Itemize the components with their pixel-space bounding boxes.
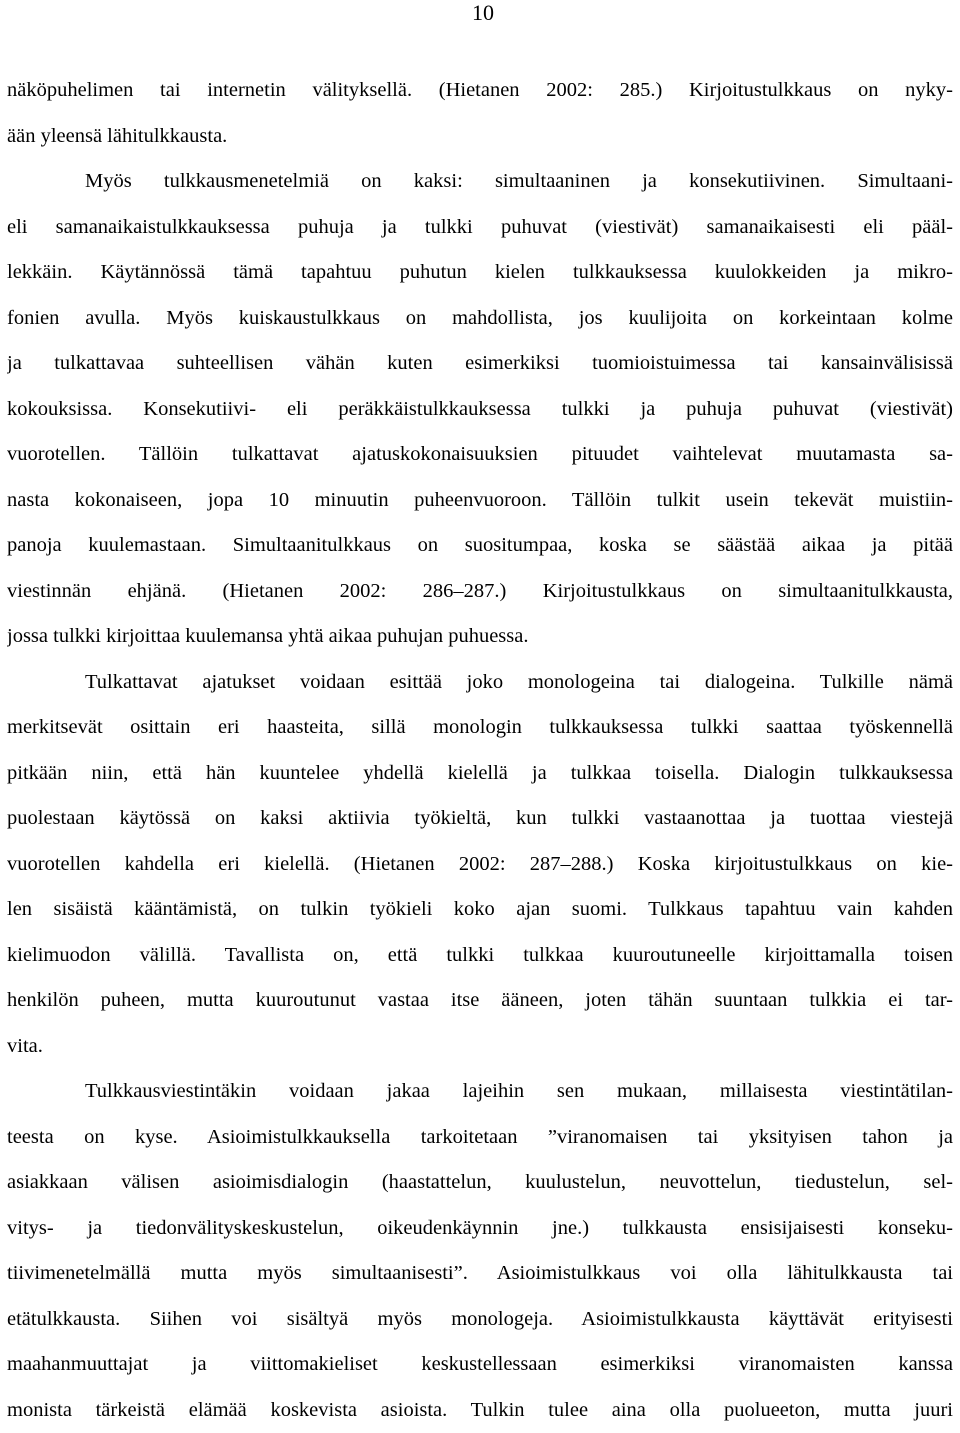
text-line: len sisäistä kääntämistä, on tulkin työkieli koko ajan suomi. Tulkkaus tapahtuu vain kahden — [7, 887, 953, 933]
text-line: henkilön puheen, mutta kuuroutunut vastaa itse ääneen, joten tähän suuntaan tulkkia ei tar- — [7, 978, 953, 1024]
text-line: vita. — [7, 1024, 953, 1070]
text-line: nasta kokonaiseen, jopa 10 minuutin puheenvuoroon. Tällöin tulkit usein tekevät muistiin- — [7, 478, 953, 524]
text-line: jossa tulkki kirjoittaa kuulemansa yhtä aikaa puhujan puhuessa. — [7, 614, 953, 660]
text-line: etätulkkausta. Siihen voi sisältyä myös monologeja. Asioimistulkkausta käyttävät erityisesti — [7, 1297, 953, 1343]
text-line: puolestaan käytössä on kaksi aktiivia työkieltä, kun tulkki vastaanottaa ja tuottaa viestejä — [7, 796, 953, 842]
text-line: eli samanaikaistulkkauksessa puhuja ja tulkki puhuvat (viestivät) samanaikaisesti eli pääl- — [7, 205, 953, 251]
text-line: Myös tulkkausmenetelmiä on kaksi: simultaaninen ja konsekutiivinen. Simultaani- — [7, 159, 953, 205]
text-line: ja tulkattavaa suhteellisen vähän kuten esimerkiksi tuomioistuimessa tai kansainvälisissä — [7, 341, 953, 387]
text-line: fonien avulla. Myös kuiskaustulkkaus on mahdollista, jos kuulijoita on korkeintaan kolme — [7, 296, 953, 342]
text-line: Tulkkausviestintäkin voidaan jakaa lajeihin sen mukaan, millaisesta viestintätilan- — [7, 1069, 953, 1115]
text-line: maahanmuuttajat ja viittomakieliset keskustellessaan esimerkiksi viranomaisten kanssa — [7, 1342, 953, 1388]
text-line: vitys- ja tiedonvälityskeskustelun, oikeudenkäynnin jne.) tulkkausta ensisijaisesti konseku- — [7, 1206, 953, 1252]
text-line: vuorotellen. Tällöin tulkattavat ajatuskokonaisuuksien pituudet vaihtelevat muutamasta sa- — [7, 432, 953, 478]
text-line: teesta on kyse. Asioimistulkkauksella tarkoitetaan ”viranomaisen tai yksityisen tahon ja — [7, 1115, 953, 1161]
text-line: asiakkaan välisen asioimisdialogin (haastattelun, kuulustelun, neuvottelun, tiedustelun, sel- — [7, 1160, 953, 1206]
text-line: viestinnän ehjänä. (Hietanen 2002: 286–287.) Kirjoitustulkkaus on simultaanitulkkausta, — [7, 569, 953, 615]
text-line: näköpuhelimen tai internetin välityksellä. (Hietanen 2002: 285.) Kirjoitustulkkaus on nyky- — [7, 68, 953, 114]
text-line: kokouksissa. Konsekutiivi- eli peräkkäistulkkauksessa tulkki ja puhuja puhuvat (viestivät) — [7, 387, 953, 433]
body-text — [7, 68, 953, 1433]
text-line: monista tärkeistä elämää koskevista asioista. Tulkin tulee aina olla puolueeton, mutta juuri — [7, 1388, 953, 1433]
text-line: panoja kuulemastaan. Simultaanitulkkaus on suositumpaa, koska se säästää aikaa ja pitää — [7, 523, 953, 569]
text-line: vuorotellen kahdella eri kielellä. (Hietanen 2002: 287–288.) Koska kirjoitustulkkaus on kie- — [7, 842, 953, 888]
text-line: kielimuodon välillä. Tavallista on, että tulkki tulkkaa kuuroutuneelle kirjoittamalla toisen — [7, 933, 953, 979]
text-line: pitkään niin, että hän kuuntelee yhdellä kielellä ja tulkkaa toisella. Dialogin tulkkauksessa — [7, 751, 953, 797]
text-line: tiivimenetelmällä mutta myös simultaanisesti”. Asioimistulkkaus voi olla lähitulkkausta tai — [7, 1251, 953, 1297]
text-line: lekkäin. Käytännössä tämä tapahtuu puhutun kielen tulkkauksessa kuulokkeiden ja mikro- — [7, 250, 953, 296]
text-line: ään yleensä lähitulkkausta. — [7, 114, 953, 160]
text-line: merkitsevät osittain eri haasteita, sillä monologin tulkkauksessa tulkki saattaa työskennellä — [7, 705, 953, 751]
page-number: 10 — [472, 0, 494, 26]
text-line: Tulkattavat ajatukset voidaan esittää joko monologeina tai dialogeina. Tulkille nämä — [7, 660, 953, 706]
